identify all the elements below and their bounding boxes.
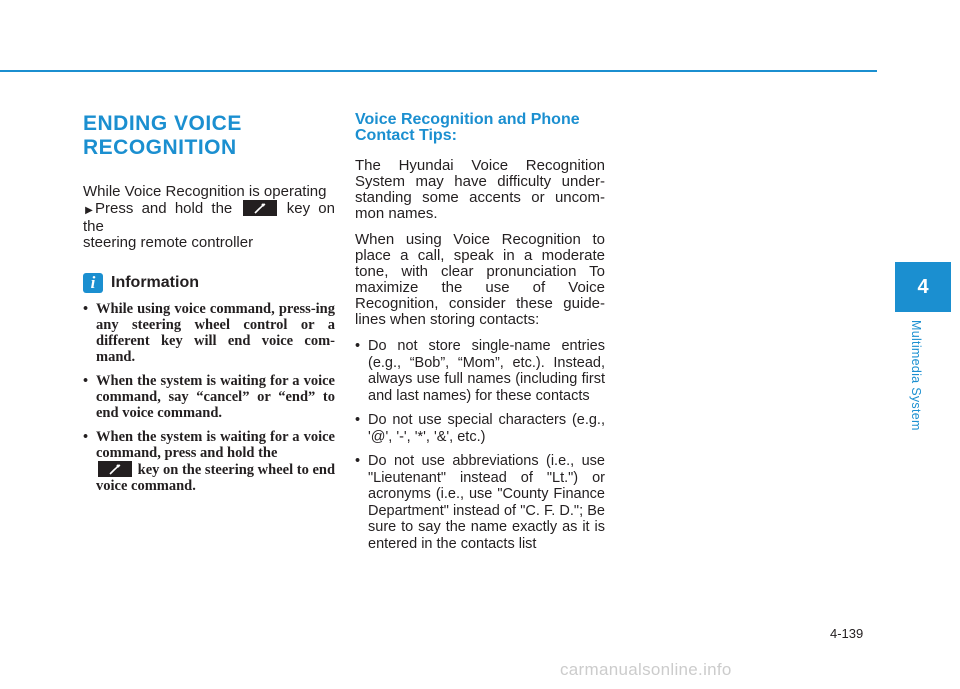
intro-line-2a: Press and hold the — [95, 200, 233, 217]
information-item-3b: key on the steering wheel to end voice command. — [96, 462, 336, 494]
section-title: ENDING VOICE RECOGNITION — [83, 112, 242, 159]
tip-item: • Do not use special characters (e.g., '@', '-', '*', '&', etc.) — [355, 412, 605, 445]
top-rule — [0, 70, 877, 72]
tip-item: • Do not use abbreviations (i.e., use "Lieutenant" instead of "Lt.") or acronyms (i.e., use "County Finance Department" instead of "C. F. D."; Be sure to say the name exactly as it is entered in the contacts list — [355, 453, 605, 552]
chapter-label: Multimedia System — [909, 320, 923, 431]
tips-paragraph-1: The Hyundai Voice Recognition System may have difficulty under-standing some accents or uncom-mon names. — [355, 157, 605, 222]
intro-paragraph — [83, 184, 335, 251]
voice-recognition-key-icon — [243, 200, 277, 216]
voice-recognition-key-icon — [98, 461, 132, 477]
left-column — [83, 112, 335, 502]
arrow-icon: ▶ — [85, 205, 93, 216]
tips-list — [355, 338, 605, 552]
page-number: 4-139 — [830, 626, 864, 641]
information-item-3a: When the system is waiting for a voice command, press and hold the — [96, 429, 335, 461]
information-icon: i — [83, 273, 103, 293]
tip-item: • Do not store single-name entries (e.g., “Bob”, “Mom”, etc.). Instead, always use full names (including first and last names) for these contacts — [355, 338, 605, 404]
tips-title-line-2: Contact Tips: — [355, 127, 457, 144]
watermark: carmanualsonline.info — [560, 660, 732, 679]
information-title: Information — [111, 274, 199, 291]
information-item-1: • While using voice command, press-ing any steering wheel control or a different key will end voice com-mand. — [83, 301, 335, 365]
intro-line-3: steering remote controller — [83, 234, 254, 251]
tips-title — [355, 112, 605, 144]
right-column — [355, 112, 605, 560]
intro-line-1: While Voice Recognition is operating — [83, 183, 327, 200]
information-header — [83, 273, 335, 293]
intro-line-2b: key on the — [83, 200, 335, 235]
information-list — [83, 301, 335, 494]
chapter-tab[interactable]: 4 — [895, 262, 951, 312]
information-item-2: • When the system is waiting for a voice command, say “cancel” or “end” to end voice command. — [83, 373, 335, 421]
tips-paragraph-2: When using Voice Recognition to place a call, speak in a moderate tone, with clear pronunciation To maximize the use of Voice Recognition, consider these guide-lines when storing contacts: — [355, 231, 605, 328]
tips-title-line-1: Voice Recognition and Phone — [355, 111, 580, 128]
information-item-3 — [83, 429, 335, 494]
